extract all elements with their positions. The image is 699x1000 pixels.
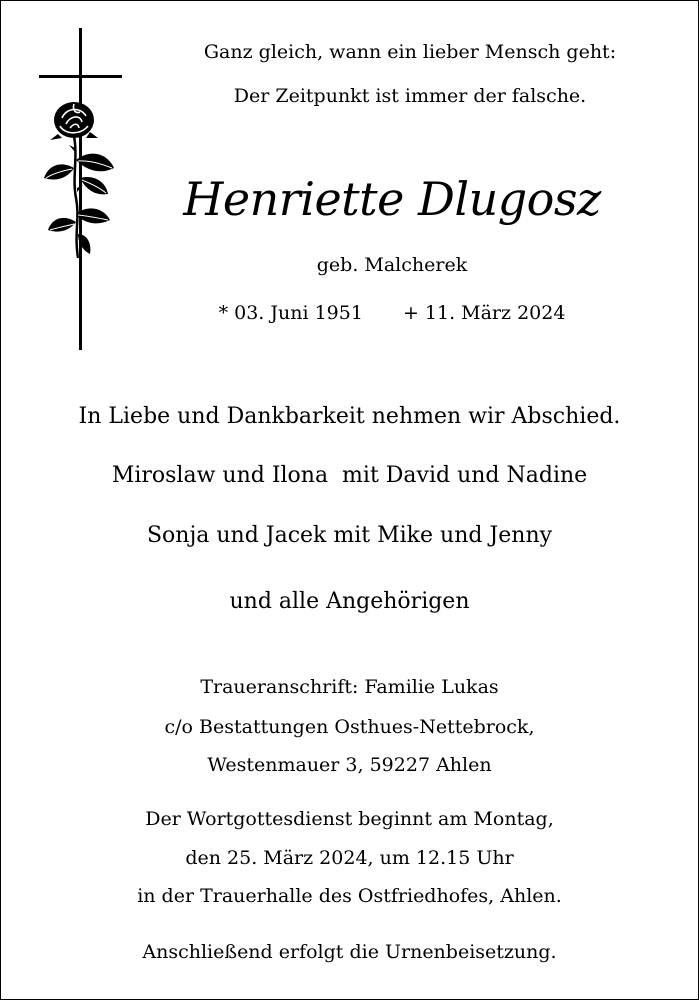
burial-line: Anschließend erfolgt die Urnenbeisetzung. <box>142 941 557 963</box>
farewell-text: In Liebe und Dankbarkeit nehmen wir Abschied. <box>78 404 621 429</box>
mourner-line: und alle Angehörigen <box>229 589 470 614</box>
address-line: Westenmauer 3, 59227 Ahlen <box>207 754 492 776</box>
mourner-line: Miroslaw und Ilona mit David und Nadine <box>111 463 588 488</box>
birth-date: * 03. Juni 1951 <box>218 302 363 324</box>
address-line: Traueranschrift: Familie Lukas <box>200 676 499 698</box>
service-line: in der Trauerhalle des Ostfriedhofes, Ahlen. <box>137 885 562 907</box>
maiden-name: geb. Malcherek <box>316 254 468 276</box>
service-line: den 25. März 2024, um 12.15 Uhr <box>185 847 514 869</box>
deceased-name: Henriette Dlugosz <box>183 172 601 226</box>
address-line: c/o Bestattungen Osthues-Nettebrock, <box>164 716 535 738</box>
death-date: + 11. März 2024 <box>402 302 566 324</box>
mourner-line: Sonja und Jacek mit Mike und Jenny <box>146 523 553 548</box>
service-line: Der Wortgottesdienst beginnt am Montag, <box>145 808 554 830</box>
quote-line-1: Ganz gleich, wann ein lieber Mensch geht: <box>203 41 617 63</box>
quote-line-2: Der Zeitpunkt ist immer der falsche. <box>233 85 587 107</box>
life-dates <box>92 302 692 324</box>
